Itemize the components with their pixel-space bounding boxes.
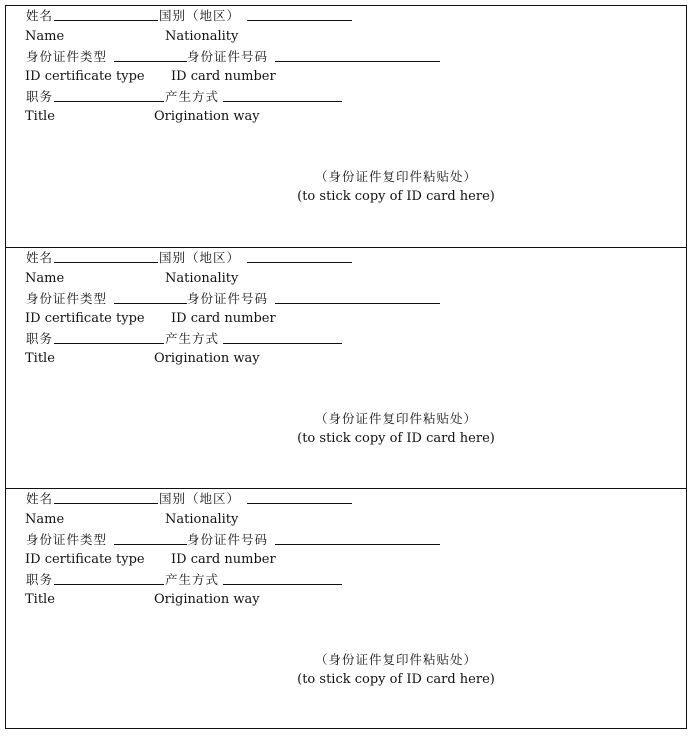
title-field[interactable] [54, 87, 164, 102]
name-label-en: Name [25, 271, 65, 286]
nationality-field[interactable] [247, 489, 352, 504]
origination-field[interactable] [223, 87, 342, 102]
nationality-label-cn: 国别（地区） [159, 8, 241, 23]
name-field[interactable] [54, 489, 158, 504]
origination-label-cn: 产生方式 [165, 89, 220, 104]
origination-label-en: Origination way [154, 592, 260, 607]
origination-field[interactable] [223, 329, 342, 344]
name-label-cn: 姓名 [26, 8, 54, 23]
paste-instruction-en: (to stick copy of ID card here) [297, 431, 495, 446]
id-type-field[interactable] [114, 530, 187, 545]
name-label-en: Name [25, 29, 65, 44]
title-label-en: Title [25, 592, 55, 607]
id-type-field[interactable] [114, 47, 187, 62]
title-label-cn: 职务 [26, 572, 54, 587]
title-field[interactable] [54, 570, 164, 585]
id-form-frame [5, 5, 687, 729]
nationality-field[interactable] [247, 6, 352, 21]
id-number-field[interactable] [275, 530, 440, 545]
origination-label-cn: 产生方式 [165, 572, 220, 587]
title-label-cn: 职务 [26, 331, 54, 346]
id-type-field[interactable] [114, 289, 187, 304]
name-field[interactable] [54, 248, 158, 263]
id-number-label-en: ID card number [171, 552, 276, 567]
title-label-en: Title [25, 351, 55, 366]
id-number-label-en: ID card number [171, 311, 276, 326]
name-label-cn: 姓名 [26, 250, 54, 265]
nationality-field[interactable] [247, 248, 352, 263]
id-type-label-cn: 身份证件类型 [26, 532, 108, 547]
nationality-label-en: Nationality [165, 29, 239, 44]
name-label-en: Name [25, 512, 65, 527]
id-number-label-en: ID card number [171, 69, 276, 84]
nationality-label-en: Nationality [165, 271, 239, 286]
title-field[interactable] [54, 329, 164, 344]
id-type-label-cn: 身份证件类型 [26, 49, 108, 64]
title-label-cn: 职务 [26, 89, 54, 104]
title-label-en: Title [25, 109, 55, 124]
name-label-cn: 姓名 [26, 491, 54, 506]
person-section [6, 488, 686, 729]
origination-label-en: Origination way [154, 109, 260, 124]
name-field[interactable] [54, 6, 158, 21]
paste-instruction-cn: （身份证件复印件粘贴处） [314, 169, 477, 184]
id-type-label-cn: 身份证件类型 [26, 291, 108, 306]
paste-instruction-en: (to stick copy of ID card here) [297, 672, 495, 687]
origination-field[interactable] [223, 570, 342, 585]
person-section [6, 6, 686, 247]
paste-instruction-cn: （身份证件复印件粘贴处） [314, 652, 477, 667]
id-number-field[interactable] [275, 289, 440, 304]
nationality-label-en: Nationality [165, 512, 239, 527]
nationality-label-cn: 国别（地区） [159, 250, 241, 265]
id-number-field[interactable] [275, 47, 440, 62]
origination-label-en: Origination way [154, 351, 260, 366]
nationality-label-cn: 国别（地区） [159, 491, 241, 506]
id-number-label-cn: 身份证件号码 [187, 291, 269, 306]
id-type-label-en: ID certificate type [25, 311, 145, 326]
paste-instruction-en: (to stick copy of ID card here) [297, 189, 495, 204]
id-number-label-cn: 身份证件号码 [187, 49, 269, 64]
id-type-label-en: ID certificate type [25, 552, 145, 567]
person-section [6, 247, 686, 488]
paste-instruction-cn: （身份证件复印件粘贴处） [314, 411, 477, 426]
origination-label-cn: 产生方式 [165, 331, 220, 346]
id-type-label-en: ID certificate type [25, 69, 145, 84]
id-number-label-cn: 身份证件号码 [187, 532, 269, 547]
